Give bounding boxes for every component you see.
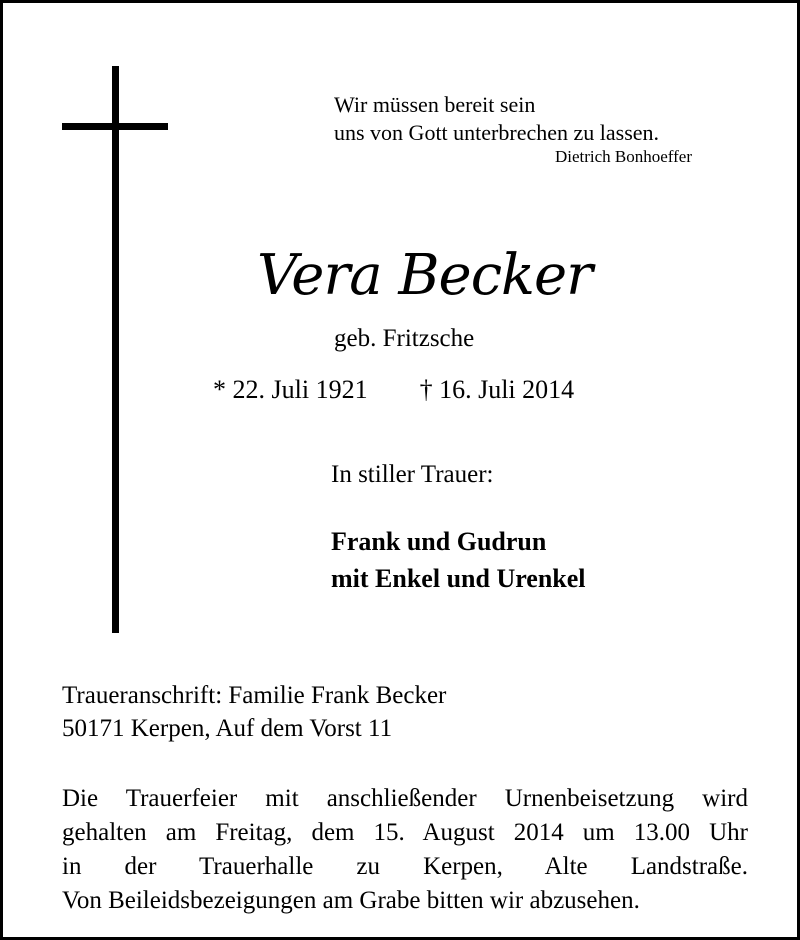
address-line-1: Traueranschrift: Familie Frank Becker [62,682,447,709]
announcement-line-2: gehalten am Freitag, dem 15. August 2014 um 13.00 Uhr [62,819,748,846]
mourners-line-2: mit Enkel und Urenkel [331,564,586,593]
mourning-address [62,679,446,745]
announcement-line-4: Von Beileidsbezeigungen am Grabe bitten wir abzusehen. [62,887,640,914]
quote-author: Dietrich Bonhoeffer [554,147,692,166]
announcement-line-1: Die Trauerfeier mit anschließender Urnenbeisetzung wird [62,785,748,812]
quote-line-1: Wir müssen bereit sein [334,92,536,117]
cross-icon [112,66,119,633]
bible-quote [334,91,659,147]
announcement-line-3: in der Trauerhalle zu Kerpen, Alte Landstraße. [62,853,748,880]
life-dates [213,375,574,405]
quote-line-2: uns von Gott unterbrechen zu lassen. [334,120,660,145]
birth-date: * 22. Juli 1921 [213,375,368,404]
mourners-line-1: Frank und Gudrun [331,527,547,556]
mourners [331,523,586,597]
cross-icon-bar [62,123,168,130]
maiden-name: geb. Fritzsche [334,325,475,352]
deceased-name: Vera Becker [257,243,592,308]
address-line-2: 50171 Kerpen, Auf dem Vorst 11 [62,715,393,742]
funeral-announcement [62,782,748,918]
mourning-intro: In stiller Trauer: [331,461,494,488]
death-date: † 16. Juli 2014 [419,375,575,404]
